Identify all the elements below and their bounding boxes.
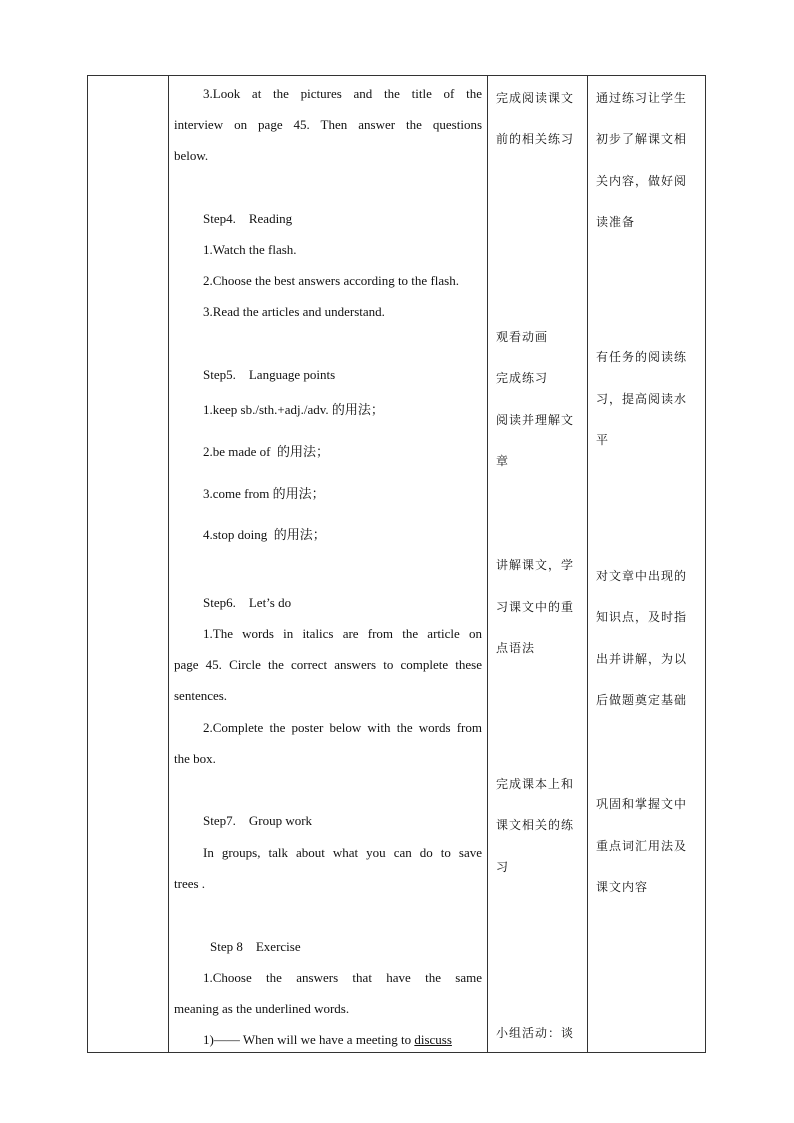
teaching-steps-column: [168, 76, 487, 1052]
step8-question-text: 1)—— When will we have a meeting to: [203, 1032, 412, 1047]
step3-line: 3.Look at the pictures and the title of the: [203, 86, 482, 101]
intent-line: 重点词汇用法及: [596, 839, 688, 853]
activity-line: 点语法: [496, 641, 536, 655]
design-intent-column: [588, 76, 706, 1052]
step6-line: 1.The words in italics are from the article on: [203, 626, 482, 641]
activity-line: 完成阅读课文: [496, 91, 575, 105]
activity-line: 观看动画: [496, 330, 549, 344]
intent-line: 知识点，及时指: [596, 610, 688, 624]
intent-line: 平: [596, 433, 610, 447]
activity-line: 完成课本上和: [496, 777, 575, 791]
step4-item: 2.Choose the best answers according to the flash.: [203, 273, 459, 288]
intent-line: 习，提高阅读水: [596, 392, 688, 406]
intent-line: 关内容，做好阅: [596, 174, 688, 188]
intent-line: 出并讲解，为以: [596, 652, 688, 666]
intent-line: 有任务的阅读练: [596, 350, 688, 364]
step3-line: below.: [174, 148, 209, 163]
activity-line: 课文相关的练: [496, 818, 575, 832]
step8-question: [174, 1024, 482, 1052]
intent-line: 读准备: [596, 215, 636, 229]
step6-title: Step6. Let’s do: [203, 595, 292, 610]
step3-line: interview on page 45. Then answer the questions: [174, 117, 482, 132]
activity-line: 小组活动：谈: [496, 1026, 575, 1040]
activity-line: 章: [496, 454, 510, 468]
step5-item: 1.keep sb./sth.+adj./adv. 的用法；: [203, 402, 384, 417]
step7-line: trees .: [174, 876, 206, 891]
intent-line: 课文内容: [596, 880, 649, 894]
activity-line: 讲解课文，学: [496, 558, 575, 572]
activity-line: 习课文中的重: [496, 600, 575, 614]
step4-title: Step4. Reading: [203, 211, 293, 226]
lesson-plan-table: [87, 75, 706, 1053]
step5-title: Step5. Language points: [203, 367, 336, 382]
step6-line: 2.Complete the poster below with the words from: [203, 720, 482, 735]
step6-line: sentences.: [174, 688, 228, 703]
intent-line: 初步了解课文相: [596, 132, 688, 146]
step5-item: 4.stop doing 的用法；: [203, 527, 326, 542]
intent-line: 后做题奠定基础: [596, 693, 688, 707]
step4-item: 1.Watch the flash.: [203, 242, 297, 257]
step6-line: the box.: [174, 751, 216, 766]
student-activity-column: [488, 76, 587, 1052]
step7-line: In groups, talk about what you can do to save: [203, 845, 482, 860]
activity-line: 阅读并理解文: [496, 413, 575, 427]
activity-line: 完成练习: [496, 371, 549, 385]
step5-item: 3.come from 的用法；: [203, 486, 325, 501]
underlined-word: discuss: [414, 1032, 452, 1047]
intent-line: 通过练习让学生: [596, 91, 688, 105]
intent-line: 巩固和掌握文中: [596, 797, 688, 811]
activity-line: 习: [496, 860, 510, 874]
intent-line: 对文章中出现的: [596, 569, 688, 583]
step8-title: Step 8 Exercise: [210, 939, 301, 954]
step5-item: 2.be made of 的用法；: [203, 444, 330, 459]
activity-line: 前的相关练习: [496, 132, 575, 146]
step8-line: 1.Choose the answers that have the same: [203, 970, 482, 985]
empty-first-column: [88, 76, 168, 1052]
step6-line: page 45. Circle the correct answers to complete these: [174, 657, 482, 672]
step7-title: Step7. Group work: [203, 813, 313, 828]
step4-item: 3.Read the articles and understand.: [203, 304, 385, 319]
step8-line: meaning as the underlined words.: [174, 1001, 350, 1016]
